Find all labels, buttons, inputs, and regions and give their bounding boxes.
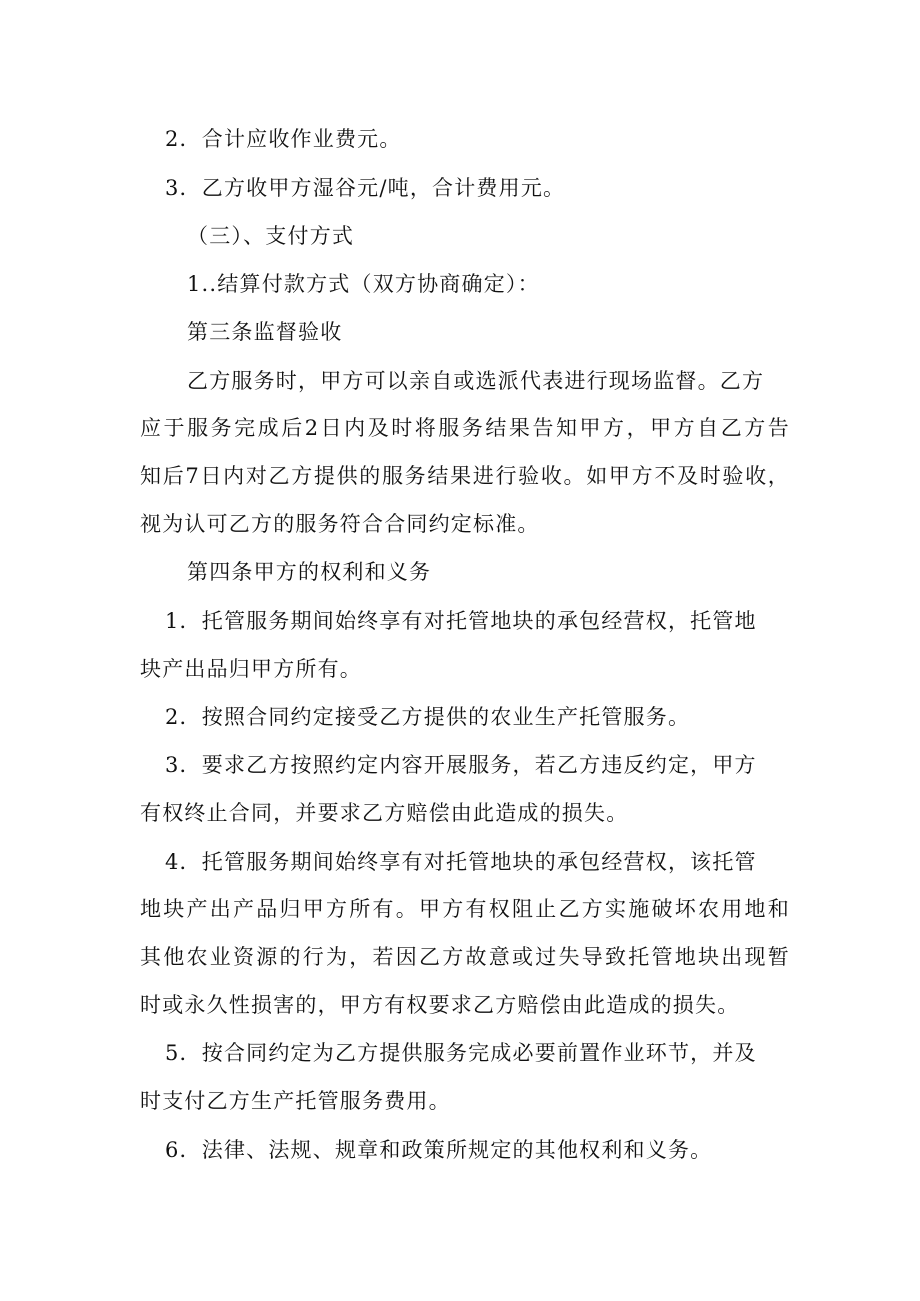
article-3-heading: 第三条监督验收 xyxy=(187,320,343,344)
rights-item-5-line-1: 5．按合同约定为乙方提供服务完成必要前置作业环节，并及 xyxy=(165,1041,757,1065)
rights-item-4-line-3: 其他农业资源的行为，若因乙方故意或过失导致托管地块出现暂 xyxy=(140,945,790,969)
article-3-para-line-1: 乙方服务时，甲方可以亲自或选派代表进行现场监督。乙方 xyxy=(187,369,765,393)
fee-item-2: 2．合计应收作业费元。 xyxy=(165,127,402,151)
section-payment-heading: （三）、支付方式 xyxy=(187,224,355,248)
rights-item-3-line-2: 有权终止合同，并要求乙方赔偿由此造成的损失。 xyxy=(140,801,629,825)
rights-item-3-line-1: 3．要求乙方按照约定内容开展服务，若乙方违反约定，甲方 xyxy=(165,753,757,777)
rights-item-1-line-2: 块产出品归甲方所有。 xyxy=(140,657,362,681)
rights-item-6: 6．法律、法规、规章和政策所规定的其他权利和义务。 xyxy=(165,1138,713,1162)
rights-item-1-line-1: 1．托管服务期间始终享有对托管地块的承包经营权，托管地 xyxy=(165,609,757,633)
article-3-para-line-2: 应于服务完成后2日内及时将服务结果告知甲方，甲方自乙方告 xyxy=(140,416,790,440)
rights-item-2: 2．按照合同约定接受乙方提供的农业生产托管服务。 xyxy=(165,705,691,729)
article-3-para-line-3: 知后7日内对乙方提供的服务结果进行验收。如甲方不及时验收， xyxy=(140,464,790,488)
fee-item-3: 3．乙方收甲方湿谷元/吨，合计费用元。 xyxy=(165,176,566,200)
rights-item-4-line-1: 4．托管服务期间始终享有对托管地块的承包经营权，该托管 xyxy=(165,850,757,874)
rights-item-4-line-4: 时或永久性损害的，甲方有权要求乙方赔偿由此造成的损失。 xyxy=(140,993,740,1017)
rights-item-5-line-2: 时支付乙方生产托管服务费用。 xyxy=(140,1089,451,1113)
payment-item-1: 1..结算付款方式（双方协商确定）： xyxy=(187,272,540,296)
article-3-para-line-4: 视为认可乙方的服务符合合同约定标准。 xyxy=(140,512,540,536)
rights-item-4-line-2: 地块产出产品归甲方所有。甲方有权阻止乙方实施破坏农用地和 xyxy=(140,897,790,921)
article-4-heading: 第四条甲方的权利和义务 xyxy=(187,560,432,584)
